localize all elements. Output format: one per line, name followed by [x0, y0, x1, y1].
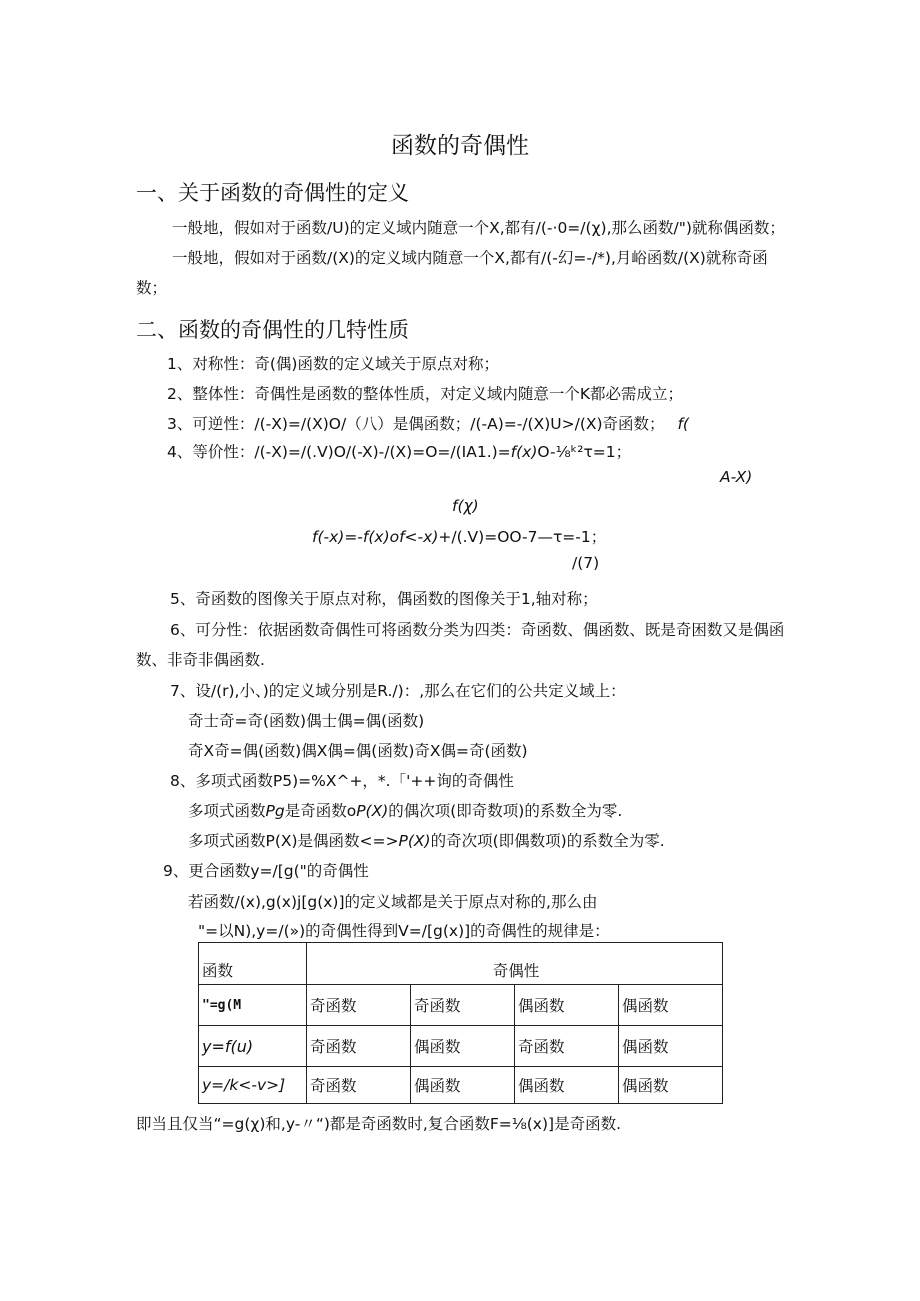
property-wholeness: 2、整体性：奇偶性是函数的整体性质，对定义域内随意一个K都必需成立；: [167, 385, 684, 403]
table-cell: 偶函数: [411, 1026, 515, 1067]
poly-odd-b: Pg: [265, 802, 285, 820]
property-composite: 9、更合函数y=/[g("的奇偶性: [163, 862, 369, 880]
poly-odd-e: 的偶次项(即奇数项)的系数全为零.: [388, 802, 623, 820]
table-row-label: y=/k<-v>]: [199, 1067, 307, 1104]
table-row-label: "=g(M: [199, 985, 307, 1026]
poly-odd-a: 多项式函数: [188, 802, 266, 820]
property-classification-continued: 数、非奇非偶函数.: [136, 651, 265, 669]
table-cell: 偶函数: [619, 1067, 723, 1104]
poly-even-b: P(X): [398, 832, 431, 850]
table-header-function: 函数: [199, 943, 307, 985]
equivalence-fx: f(x): [510, 443, 538, 461]
reversibility-tail: f(: [677, 415, 689, 433]
table-cell: 奇函数: [515, 1026, 619, 1067]
fraction-fx: f(χ): [452, 497, 479, 515]
property-reversibility: [167, 412, 689, 434]
definition-odd-continued: 数；: [136, 279, 168, 297]
odd-equivalence-equation: [312, 525, 606, 547]
property-symmetry: 1、对称性：奇(偶)函数的定义域关于原点对称；: [167, 355, 499, 373]
property-classification: 6、可分性：依据函数奇偶性可将函数分类为四类：奇函数、偶函数、既是奇困数又是偶函: [170, 621, 785, 639]
fraction-denominator-7: /(7): [572, 554, 600, 572]
table-cell: 奇函数: [307, 1067, 411, 1104]
composite-condition: 若函数/(x),g(x)j[g(x)]的定义域都是关于原点对称的,那么由: [188, 893, 598, 911]
odd-equation-italic: f(-x)=-f(x)of<-x)+: [312, 528, 452, 546]
poly-even-c: 的奇次项(即偶数项)的系数全为零.: [430, 832, 665, 850]
equivalence-text: 4、等价性：/(-X)=/(.V)O/(-X)-/(X)=O=/(IA1.)=: [167, 443, 511, 461]
table-row-label: y=f(u): [199, 1026, 307, 1067]
property-equivalence: [167, 440, 631, 462]
property-operations: 7、设/(r),小、)的定义域分别是R./)：,那么在它们的公共定义域上：: [170, 682, 626, 700]
section-heading-properties: 二、函数的奇偶性的几特性质: [136, 318, 409, 342]
table-cell: 奇函数: [307, 1026, 411, 1067]
table-header-row: [199, 943, 723, 985]
table-cell: 偶函数: [515, 1067, 619, 1104]
definition-odd: 一般地，假如对于函数/(X)的定义域内随意一个X,都有/(-幻=-/*),月峪函数/(X)就称奇函: [172, 249, 768, 267]
property-polynomial: 8、多项式函数P5)=%X^+，*.「'++询的奇偶性: [170, 772, 514, 790]
odd-equation-rest: /(.V)=OO-7—τ=-1；: [451, 528, 607, 546]
fraction-numerator-ax: A-X): [720, 468, 753, 486]
equivalence-end: O-⅛ᵏ²τ=1；: [537, 443, 632, 461]
polynomial-odd-rule: [188, 799, 622, 821]
reversibility-text: 3、可逆性：/(-X)=/(X)O/（八）是偶函数；/(-A)=-/(X)U>/(X)奇函数；: [167, 415, 665, 433]
poly-odd-d: P(X): [356, 802, 389, 820]
table-cell: 偶函数: [411, 1067, 515, 1104]
conclusion: 即当且仅当“=g(χ)和,y-〃“)都是奇函数时,复合函数F=⅛(x)]是奇函数.: [136, 1115, 621, 1133]
section-heading-definition: 一、关于函数的奇偶性的定义: [136, 181, 409, 205]
table-row: [199, 985, 723, 1026]
poly-odd-c: 是奇函数o: [284, 802, 357, 820]
table-cell: 偶函数: [619, 985, 723, 1026]
table-header-parity: 奇偶性: [307, 943, 723, 985]
table-cell: 偶函数: [515, 985, 619, 1026]
table-cell: 奇函数: [411, 985, 515, 1026]
table-cell: 奇函数: [307, 985, 411, 1026]
table-row: [199, 1067, 723, 1104]
operations-add: 奇士奇=奇(函数)偶士偶=偶(函数): [188, 712, 425, 730]
polynomial-even-rule: [188, 829, 665, 851]
table-cell: 偶函数: [619, 1026, 723, 1067]
table-row: [199, 1026, 723, 1067]
page-title: 函数的奇偶性: [391, 133, 529, 159]
operations-multiply: 奇X奇=偶(函数)偶X偶=偶(函数)奇X偶=奇(函数): [188, 742, 528, 760]
property-graph: 5、奇函数的图像关于原点对称，偶函数的图像关于1,轴对称；: [170, 590, 598, 608]
composite-rule-intro: "=以N),y=/(»)的奇偶性得到V=/[g(x)]的奇偶性的规律是：: [198, 922, 610, 940]
definition-even: 一般地，假如对于函数/U)的定义域内随意一个X,都有/(-·0=/(χ),那么函数/")就称偶函数；: [172, 219, 785, 237]
parity-table: [198, 942, 723, 1104]
poly-even-a: 多项式函数P(X)是偶函数<=>: [188, 832, 399, 850]
